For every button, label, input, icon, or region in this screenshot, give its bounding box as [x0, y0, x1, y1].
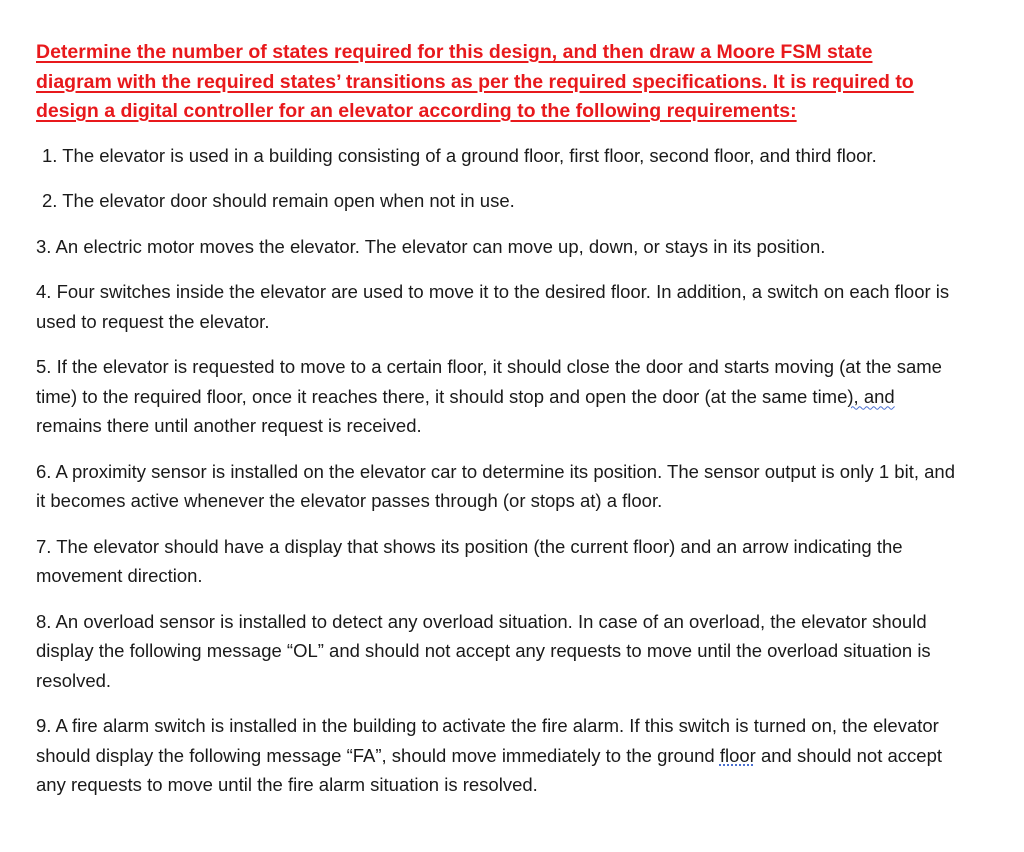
requirement-6: 6. A proximity sensor is installed on the elevator car to determine its position. The sensor output is only 1 bit, and it becomes active whenever the elevator passes through (or stops at) a floor.	[36, 460, 955, 511]
requirement-7: 7. The elevator should have a display that shows its position (the current floor) and an arrow indicating the movement direction.	[36, 535, 903, 586]
requirement-1: 1. The elevator is used in a building consisting of a ground floor, first floor, second floor, and third floor.	[42, 144, 877, 166]
requirement-5-text-end: remains there until another request is received.	[36, 415, 422, 436]
requirement-9	[36, 711, 961, 800]
requirement-5	[36, 352, 961, 441]
requirement-8: 8. An overload sensor is installed to detect any overload situation. In case of an overload, the elevator should display the following message “OL” and should not accept any requests to move until the overload situation is resolved.	[36, 610, 931, 691]
task-heading: Determine the number of states required for this design, and then draw a Moore FSM state diagram with the required states’ transitions as per the required specifications. It is required to design a digital controller for an elevator according to the following requirements:	[36, 41, 914, 122]
requirement-3: 3. An electric motor moves the elevator. The elevator can move up, down, or stays in its position.	[36, 235, 826, 257]
requirement-2: 2. The elevator door should remain open when not in use.	[42, 190, 515, 211]
requirement-5-text: 5. If the elevator is requested to move to a certain floor, it should close the door and starts moving (at the same time) to the required floor, once it reaches there, it should stop and open the door (at the same time	[36, 356, 942, 407]
requirement-9-text-end: and should not accept any requests to move until the fire alarm situation is resolved.	[36, 744, 943, 795]
requirement-9-text: 9. A fire alarm switch is installed in the building to activate the fire alarm. If this switch is turned on, the elevator should display the following message “FA”, should move immediately to the ground	[36, 715, 939, 766]
grammar-mark: ), and	[847, 385, 895, 407]
requirement-4: 4. Four switches inside the elevator are used to move it to the desired floor. In addition, a switch on each floor is used to request the elevator.	[36, 281, 950, 332]
grammar-mark-floor: floor	[719, 744, 756, 766]
